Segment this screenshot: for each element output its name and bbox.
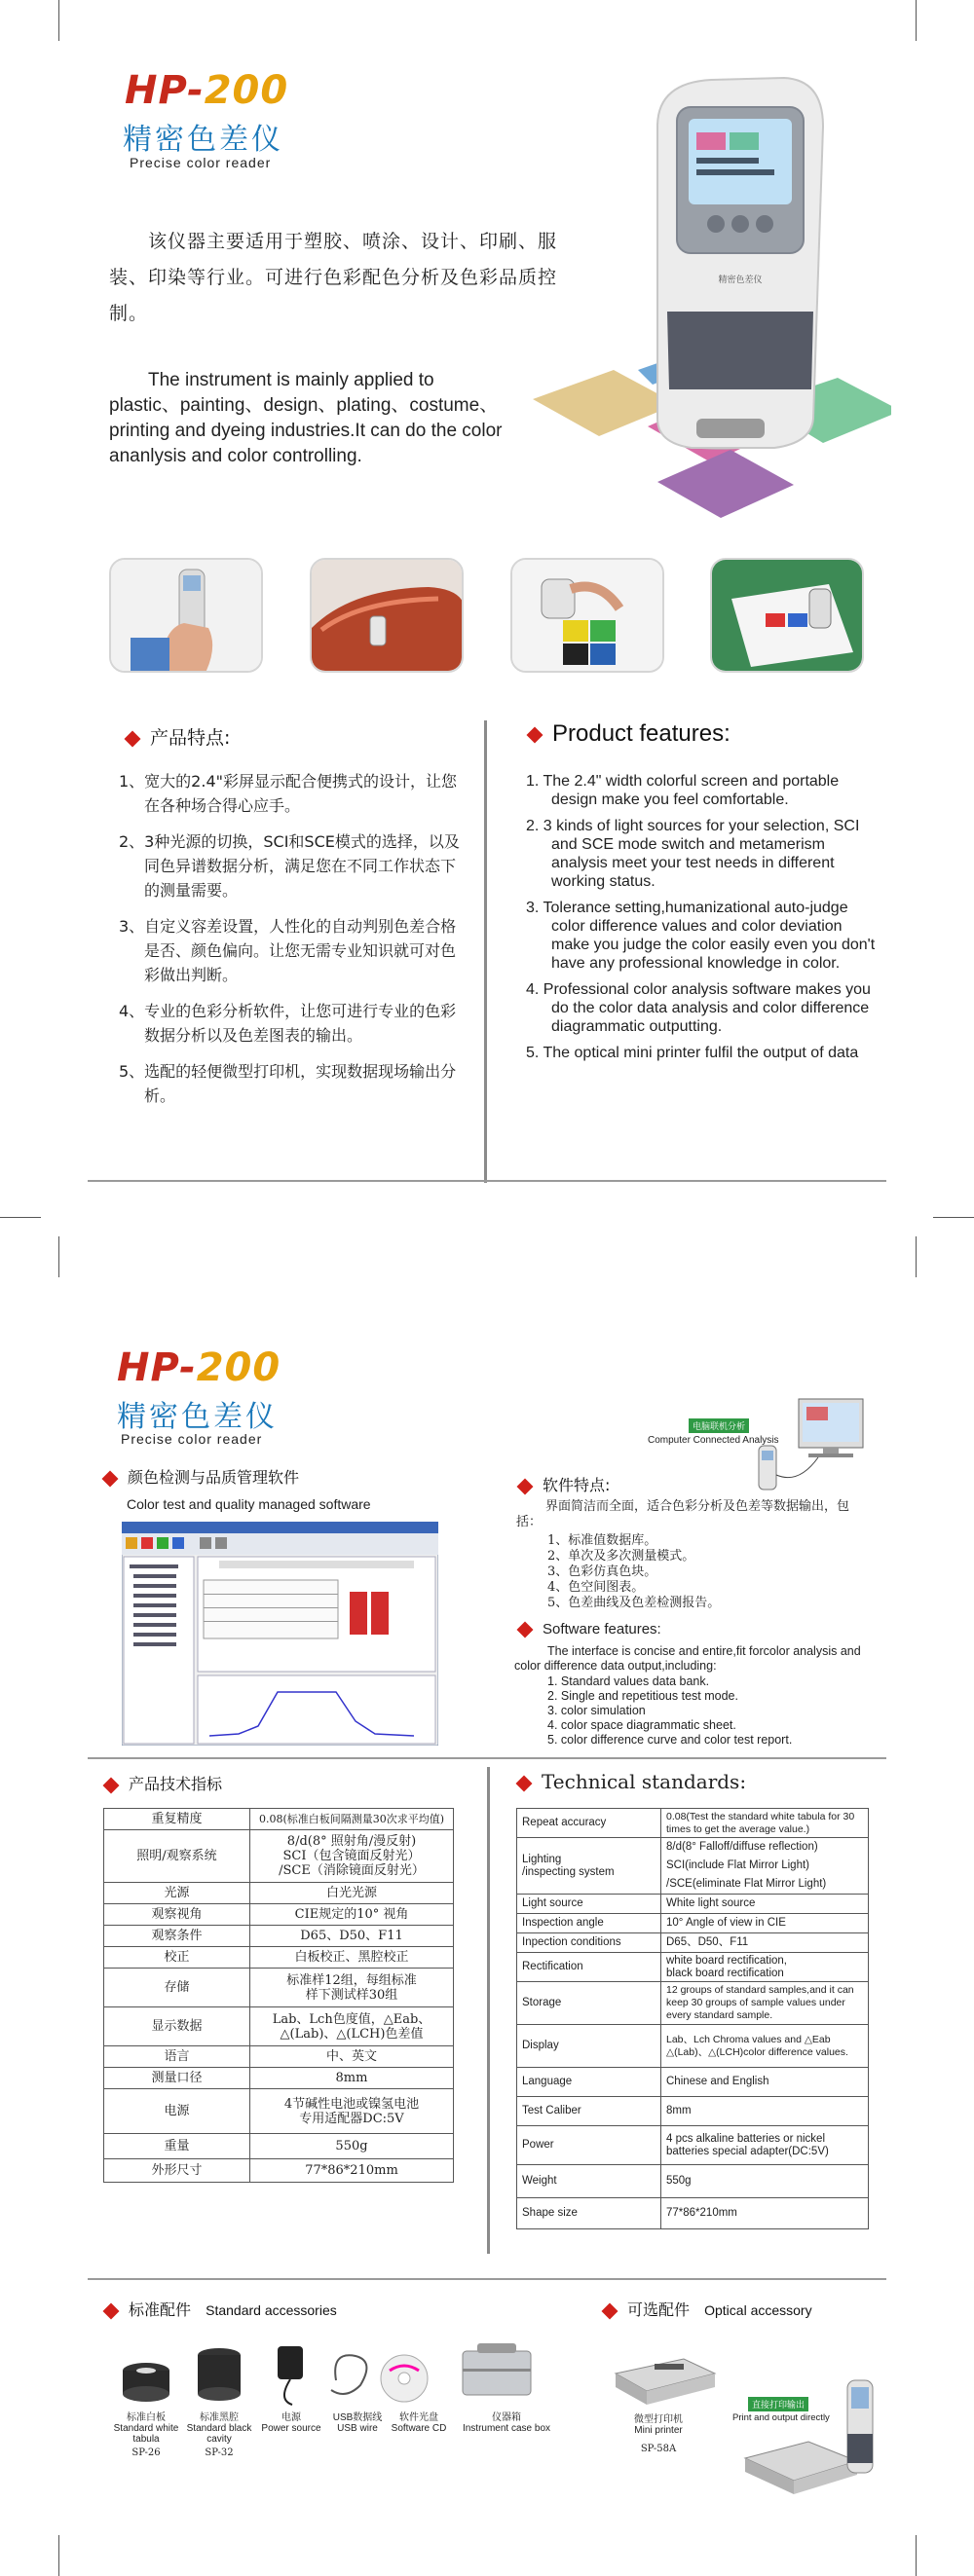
feature-item-en: 3. Tolerance setting,humanizational auto-judge color difference values and color deviation make you judge the color easily even you don't have any professional knowledge in color. [526, 900, 876, 972]
page1-bottom-rule [88, 1180, 886, 1182]
brand-logo [125, 68, 288, 113]
feature-item-cn: 4、专业的色彩分析软件，让您可进行专业的色彩数据分析以及色差图表的输出。 [119, 1002, 457, 1045]
spec-value: 10° Angle of view in CIE [661, 1914, 869, 1933]
spec-heading-cn [105, 1772, 222, 1794]
accessories-heading [105, 2298, 337, 2320]
printer-code: SP-58A [640, 2444, 677, 2454]
features-list-cn [119, 769, 466, 1120]
feature-item-en: 4. Professional color analysis software makes you do the color data analysis and color difference diagrammatic outputting. [526, 981, 871, 1035]
features-heading-en-text: Product features: [552, 720, 730, 747]
spec-label: Weight [517, 2165, 661, 2198]
spec-row [104, 1969, 454, 2007]
software-item-en: 3. color simulation [547, 1704, 646, 1717]
device-hero-illustration [521, 68, 891, 555]
spec-row [517, 1982, 869, 2025]
spec-row [517, 1895, 869, 1914]
software-item-cn: 3、色彩仿真色块。 [547, 1564, 657, 1579]
spec-label: 光源 [104, 1883, 250, 1904]
spec-label: 存储 [104, 1969, 250, 2007]
spec-divider [487, 1767, 490, 2254]
features-divider [484, 720, 487, 1183]
car-paint-image [312, 560, 464, 673]
software-list-en [547, 1674, 792, 1748]
spec-row [104, 1947, 454, 1969]
accessory-code: SP-32 [205, 2447, 234, 2458]
spec-row [104, 2007, 454, 2046]
crop-mark [0, 1217, 41, 1218]
feature-item-en: 2. 3 kinds of light sources for your selection, SCI and SCE mode switch and metamerism analysis meet your test needs in different working status. [526, 818, 860, 890]
page2-title-cn: 精密色差仪 [117, 1400, 278, 1434]
hand-device-image [111, 560, 263, 673]
computer-caption: Computer Connected Analysis [648, 1435, 779, 1446]
spec-value: 8/d(8° Falloff/diffuse reflection) SCI(include Flat Mirror Light) /SCE(eliminate Flat Mirror Light) [661, 1838, 869, 1895]
spec-heading-cn-text: 产品技术指标 [129, 1775, 223, 1793]
crop-mark [916, 1236, 917, 1277]
spec-value: White light source [661, 1895, 869, 1914]
print-output-image [740, 2375, 886, 2502]
accessory-item [453, 2412, 560, 2434]
software-features-heading-cn-text: 软件特点: [543, 1476, 611, 1494]
spec-label: 显示数据 [104, 2007, 250, 2046]
feature-item-en: 5. The optical mini printer fulfil the output of data [526, 1045, 859, 1061]
features-heading-cn-text: 产品特点: [150, 727, 231, 749]
software-screenshot [122, 1522, 438, 1746]
spec-row [104, 2068, 454, 2089]
spec-label: 重复精度 [104, 1809, 250, 1830]
spec-label: 测量口径 [104, 2068, 250, 2089]
computer-badge: 电脑联机分析 [689, 1418, 749, 1433]
feature-item-cn: 5、选配的轻便微型打印机，实现数据现场输出分析。 [119, 1062, 457, 1105]
spec-value: 8/d(8° 照射角/漫反射) SCI（包含镜面反射光） /SCE（消除镜面反射光） [250, 1830, 454, 1883]
crop-mark [916, 2535, 917, 2576]
spec-label: Lighting /inspecting system [517, 1838, 661, 1895]
printer-name-en: Mini printer [634, 2425, 683, 2436]
spec-row [517, 2068, 869, 2097]
optional-heading-en: Optical accessory [704, 2302, 812, 2318]
spec-value: 12 groups of standard samples,and it can keep 30 groups of sample values under every standard sample. [661, 1982, 869, 2025]
software-item-cn: 4、色空间图表。 [547, 1580, 645, 1595]
optional-heading-cn: 可选配件 [627, 2300, 691, 2319]
spec-label: Shape size [517, 2198, 661, 2229]
spec-label: 照明/观察系统 [104, 1830, 250, 1883]
software-mgmt-heading-en: Color test and quality managed software [127, 1496, 371, 1512]
spec-row [517, 1838, 869, 1895]
thumbnail-car [310, 558, 464, 673]
color-tile-purple [657, 450, 794, 518]
software-features-heading-en [519, 1621, 661, 1638]
spec-table-cn [103, 1808, 454, 2183]
spec-value: 8mm [661, 2097, 869, 2126]
device-label: 精密色差仪 [718, 276, 763, 285]
features-heading-cn [127, 723, 230, 750]
spec-label: 校正 [104, 1947, 250, 1969]
page2-title-en: Precise color reader [121, 1431, 263, 1447]
spec-label: 外形尺寸 [104, 2159, 250, 2183]
spec-heading-en-text: Technical standards: [542, 1770, 747, 1793]
software-item-cn: 2、单次及多次测量模式。 [547, 1549, 695, 1564]
spec-label: Inspection angle [517, 1914, 661, 1933]
software-features-heading-en-text: Software features: [543, 1621, 661, 1638]
software-list-cn [547, 1533, 720, 1611]
spec-value: 标准样12组，每组标准 样下测试样30组 [250, 1969, 454, 2007]
spec-value: 8mm [250, 2068, 454, 2089]
spec-label: 语言 [104, 2046, 250, 2068]
spec-value: Chinese and English [661, 2068, 869, 2097]
spec-row [104, 2134, 454, 2159]
case-box-image [463, 2351, 531, 2395]
accessory-name-en: Standard black cavity [186, 2423, 252, 2445]
intro-text-en: The instrument is mainly applied to plastic、painting、design、plating、costume、printing and dyeing industries.It can do the color ananlysis and color controlling. [109, 370, 503, 466]
software-item-en: 4. color space diagrammatic sheet. [547, 1718, 736, 1732]
diamond-bullet-icon [102, 1470, 119, 1487]
spec-row [104, 1830, 454, 1883]
feature-item-cn: 1、宽大的2.4"彩屏显示配合便携式的设计，让您在各种场合得心应手。 [119, 772, 457, 815]
accessory-item [258, 2412, 324, 2434]
spec-label: 电源 [104, 2089, 250, 2134]
spec-value: 白光光源 [250, 1883, 454, 1904]
accessory-item [185, 2412, 253, 2458]
page-title-en: Precise color reader [130, 155, 272, 170]
page-title-cn: 精密色差仪 [123, 123, 283, 157]
accessory-name-cn: 软件光盘 [399, 2412, 438, 2423]
spec-row [104, 1904, 454, 1926]
software-item-en: 5. color difference curve and color test report. [547, 1733, 793, 1747]
software-item-en: 1. Standard values data bank. [547, 1674, 710, 1688]
spec-row [517, 1953, 869, 1982]
accessory-name-en: USB wire [337, 2423, 378, 2434]
software-mgmt-heading-cn-text: 颜色检测与品质管理软件 [128, 1468, 300, 1487]
spec-value: 白板校正、黑腔校正 [250, 1947, 454, 1969]
feature-item-cn: 2、3种光源的切换，SCI和SCE模式的选择，以及同色异谱数据分析，满足您在不同工作状态下的测量需要。 [119, 832, 460, 900]
spec-label: Test Caliber [517, 2097, 661, 2126]
spec-value: 中、英文 [250, 2046, 454, 2068]
spec-value: D65、D50、F11 [661, 1933, 869, 1953]
spec-row [517, 2097, 869, 2126]
spec-row [517, 1914, 869, 1933]
spec-value: 0.08(Test the standard white tabula for 30 times to get the average value.) [661, 1809, 869, 1838]
spec-row [517, 2126, 869, 2165]
mini-printer-image [606, 2344, 723, 2412]
crop-mark [58, 0, 59, 41]
accessories-heading-en: Standard accessories [206, 2302, 337, 2318]
accessory-name-cn: 仪器箱 [492, 2412, 521, 2423]
accessory-item [390, 2412, 448, 2434]
logo-number: 200 [204, 68, 289, 113]
computer-illustration [755, 1397, 867, 1499]
spec-value: 77*86*210mm [661, 2198, 869, 2229]
diamond-bullet-icon [516, 1775, 533, 1791]
spec-value: D65、D50、F11 [250, 1926, 454, 1947]
accessories-top-rule [88, 2278, 886, 2280]
spec-label: Power [517, 2126, 661, 2165]
spec-row [104, 2089, 454, 2134]
thumbnail-color-tiles [510, 558, 664, 673]
spec-value: CIE规定的10° 视角 [250, 1904, 454, 1926]
spec-row [104, 1926, 454, 1947]
logo-hp: HP- [125, 68, 205, 113]
software-item-en: 2. Single and repetitious test mode. [547, 1689, 738, 1703]
spec-row [104, 1883, 454, 1904]
accessory-name-cn: 标准白板 [127, 2412, 166, 2423]
spec-value: 77*86*210mm [250, 2159, 454, 2183]
usb-wire-image [331, 2355, 366, 2394]
spec-label: Rectification [517, 1953, 661, 1982]
spec-value: 550g [661, 2165, 869, 2198]
logo-number: 200 [196, 1345, 281, 1390]
software-intro-en: The interface is concise and entire,fit forcolor analysis and color difference data output,including: [514, 1644, 861, 1673]
accessory-name-cn: 标准黑腔 [200, 2412, 239, 2423]
optional-heading [604, 2298, 812, 2320]
diamond-bullet-icon [517, 1622, 534, 1638]
accessory-name-cn: USB数据线 [332, 2412, 383, 2423]
diamond-bullet-icon [125, 730, 141, 747]
accessory-item [324, 2412, 391, 2434]
spec-row [517, 2025, 869, 2068]
spec-row [104, 1809, 454, 1830]
printer-label [619, 2414, 697, 2454]
accessory-name-en: Instrument case box [462, 2423, 551, 2434]
software-item-cn: 1、标准值数据库。 [547, 1533, 657, 1548]
spec-label: 观察视角 [104, 1904, 250, 1926]
printed-board-image [712, 560, 864, 673]
diamond-bullet-icon [517, 1478, 534, 1494]
thumbnail-handheld [109, 558, 263, 673]
accessory-name-cn: 电源 [281, 2412, 301, 2423]
spec-value: 550g [250, 2134, 454, 2159]
spec-value: 4 pcs alkaline batteries or nickel batteries special adapter(DC:5V) [661, 2126, 869, 2165]
spec-heading-en [518, 1770, 746, 1793]
accessory-name-en: Software CD [391, 2423, 447, 2434]
spec-row [104, 2046, 454, 2068]
feature-item-cn: 3、自定义容差设置，人性化的自动判别色差合格是否、颜色偏向。让您无需专业知识就可对色彩做出判断。 [119, 917, 457, 984]
spec-label: Repeat accuracy [517, 1809, 661, 1838]
color-tiles-image [512, 560, 664, 673]
print-badge: 直接打印输出 [748, 2397, 808, 2411]
accessory-item [112, 2412, 180, 2458]
spec-value: white board rectification, black board rectification [661, 1953, 869, 1982]
software-features-heading-cn [519, 1473, 610, 1495]
power-source-image [278, 2346, 303, 2379]
spec-top-rule [88, 1757, 886, 1759]
crop-mark [58, 2535, 59, 2576]
spec-label: Display [517, 2025, 661, 2068]
spec-label: Language [517, 2068, 661, 2097]
spec-label: 重量 [104, 2134, 250, 2159]
accessory-name-en: Standard white tabula [113, 2423, 179, 2445]
features-heading-en [529, 720, 730, 748]
brand-logo-2 [117, 1345, 281, 1390]
diamond-bullet-icon [103, 1777, 120, 1793]
print-caption: Print and output directly [732, 2412, 830, 2423]
crop-mark [58, 1236, 59, 1277]
logo-hp: HP- [117, 1345, 197, 1390]
software-intro-cn: 界面简洁而全面，适合色彩分析及色差等数据输出，包括： [516, 1499, 850, 1529]
spec-value: Lab、Lch色度值，△Eab、 △(Lab)、△(LCH)色差值 [250, 2007, 454, 2046]
diamond-bullet-icon [602, 2302, 618, 2319]
crop-mark [916, 0, 917, 41]
spec-row [517, 1933, 869, 1953]
spec-value: 4节碱性电池或镍氢电池 专用适配器DC:5V [250, 2089, 454, 2134]
software-item-cn: 5、色差曲线及色差检测报告。 [547, 1596, 721, 1610]
feature-item-en: 1. The 2.4" width colorful screen and portable design make you feel comfortable. [526, 773, 840, 808]
intro-text-cn: 该仪器主要适用于塑胶、喷涂、设计、印刷、服装、印染等行业。可进行色彩配色分析及色彩品质控制。 [109, 231, 558, 324]
crop-mark [933, 1217, 974, 1218]
spec-label: Inpection conditions [517, 1933, 661, 1953]
accessories-illustration [112, 2341, 580, 2410]
spec-value: 0.08(标准白板间隔测量30次求平均值) [250, 1809, 454, 1830]
spec-table-en [516, 1808, 869, 2229]
printer-name-cn: 微型打印机 [634, 2414, 683, 2425]
software-mgmt-heading-cn [104, 1465, 299, 1488]
spec-row [517, 1809, 869, 1838]
accessories-heading-cn: 标准配件 [129, 2300, 192, 2319]
spec-row [104, 2159, 454, 2183]
accessory-code: SP-26 [131, 2447, 161, 2458]
spec-label: Storage [517, 1982, 661, 2025]
spec-value: Lab、Lch Chroma values and △Eab △(Lab)、△(LCH)color difference values. [661, 2025, 869, 2068]
diamond-bullet-icon [103, 2302, 120, 2319]
features-list-en [526, 772, 877, 1070]
spec-row [517, 2165, 869, 2198]
spec-label: 观察条件 [104, 1926, 250, 1947]
device-grip [667, 312, 813, 389]
accessory-name-en: Power source [261, 2423, 321, 2434]
spec-row [517, 2198, 869, 2229]
spec-label: Light source [517, 1895, 661, 1914]
thumbnail-printed-board [710, 558, 864, 673]
diamond-bullet-icon [527, 726, 543, 743]
